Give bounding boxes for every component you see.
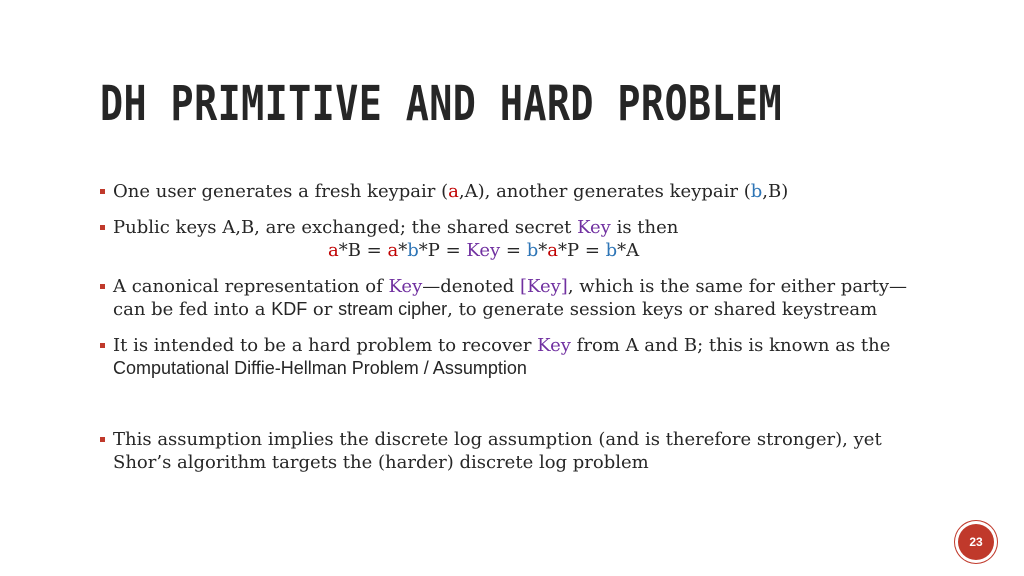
slide-title: DH PRIMITIVE AND HARD PROBLEM [100, 76, 783, 132]
var-a: a [448, 181, 459, 202]
term-stream-cipher: stream cipher [338, 299, 448, 319]
text: or [307, 299, 339, 320]
var-key-bracket: [Key] [519, 276, 568, 297]
equation [113, 239, 920, 262]
var-key: Key [537, 335, 571, 356]
var-a: a [387, 240, 399, 261]
eq-text: *B = [338, 240, 388, 261]
text: can be fed into a [113, 299, 272, 320]
var-b: b [407, 240, 419, 261]
bullet-exchange [100, 216, 920, 262]
var-a: a [547, 240, 558, 261]
eq-text: *P = [558, 240, 606, 261]
bullet-assumption [100, 428, 920, 474]
text: , which is the same for either party— [567, 276, 908, 297]
text: , to generate session keys or shared keystream [447, 299, 878, 320]
eq-text: *P = [418, 240, 467, 261]
text: A canonical representation of [113, 276, 389, 297]
eq-text: *A [617, 240, 640, 261]
var-key: Key [388, 276, 423, 297]
text: This assumption implies the discrete log assumption (and is therefore stronger), yet [113, 429, 882, 450]
var-b: b [750, 181, 763, 202]
text: ,A), another generates keypair ( [458, 181, 751, 202]
var-key: Key [577, 217, 611, 238]
bullet-list [100, 180, 920, 474]
eq-text: * [538, 240, 548, 261]
text: from A and B; this is known as the [570, 335, 891, 356]
text: ,B) [762, 181, 789, 202]
var-b: b [526, 240, 539, 261]
var-a: a [328, 240, 339, 261]
bullet-keypair [100, 180, 920, 203]
text: Shor’s algorithm targets the (harder) discrete log problem [113, 452, 649, 473]
text: It is intended to be a hard problem to recover [113, 335, 538, 356]
eq-text: = [500, 240, 527, 261]
eq-text: * [398, 240, 408, 261]
page-number-badge: 23 [958, 524, 994, 560]
text: Public keys A,B, are exchanged; the shared secret [113, 217, 578, 238]
text: is then [610, 217, 679, 238]
term-kdf: KDF [271, 299, 308, 319]
var-key: Key [466, 240, 501, 261]
bullet-hard-problem [100, 334, 920, 380]
term-cdh: Computational Diffie-Hellman Problem / Assumption [113, 358, 527, 378]
var-b: b [605, 240, 618, 261]
text: —denoted [422, 276, 520, 297]
bullet-canonical [100, 275, 920, 321]
text: One user generates a fresh keypair ( [113, 181, 449, 202]
